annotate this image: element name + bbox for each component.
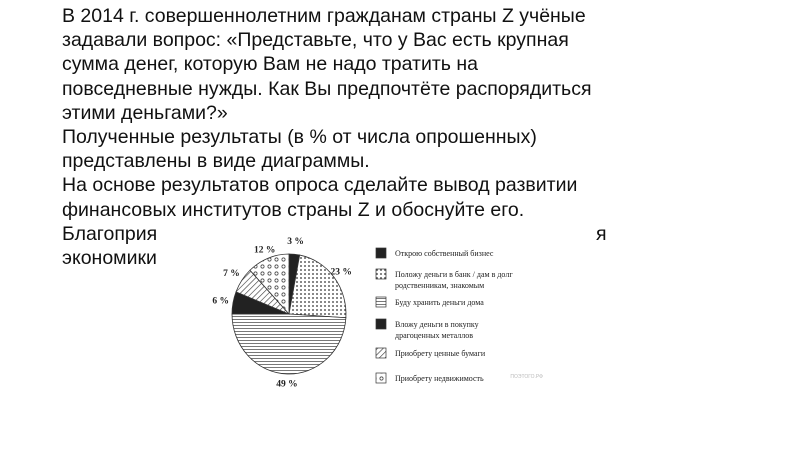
- question-line: сумма денег, которую Вам не надо тратить на: [62, 53, 479, 76]
- legend-label: драгоценных металлов: [395, 331, 474, 340]
- question-line-start: Благоприя: [62, 222, 158, 245]
- question-line: задавали вопрос: «Представьте, что у Вас есть крупная: [62, 29, 569, 52]
- slice-value-label: 12 %: [253, 245, 276, 256]
- pie-slices: [232, 254, 346, 374]
- slice-value-label: 6 %: [212, 296, 230, 307]
- legend-label: родственникам, знакомым: [395, 281, 485, 290]
- pie-chart-panel: [175, 228, 553, 388]
- legend-swatch: [376, 269, 386, 279]
- question-line-end: я: [596, 222, 607, 245]
- slice-value-label: 49 %: [276, 379, 298, 388]
- slice-value-label: 3 %: [287, 237, 304, 248]
- legend-swatch: [376, 373, 386, 383]
- question-line: финансовых институтов страны Z и обоснуйте его.: [62, 198, 525, 221]
- question-line: На основе результатов опроса сделайте вывод развитии: [62, 174, 578, 197]
- question-line: этими деньгами?»: [62, 101, 228, 124]
- pie-chart: [175, 228, 553, 388]
- legend-label: Открою собственный бизнес: [395, 249, 494, 258]
- question-line: В 2014 г. совершеннолетним гражданам страны Z учёные: [62, 5, 586, 27]
- question-line: Полученные результаты (в % от числа опрошенных): [62, 126, 537, 149]
- legend-label: Вложу деньги в покупку: [395, 320, 479, 329]
- slice-value-label: 7 %: [223, 268, 240, 279]
- legend-label: Приобрету недвижимость: [395, 374, 484, 383]
- chart-legend: [376, 248, 513, 383]
- legend-swatch: [376, 248, 386, 258]
- question-line: экономики: [62, 247, 157, 270]
- legend-swatch: [376, 319, 386, 329]
- pie-slice: [232, 314, 346, 374]
- question-line: представлены в виде диаграммы.: [62, 150, 370, 173]
- legend-swatch: [376, 297, 386, 307]
- legend-label: Положу деньги в банк / дам в долг: [395, 270, 513, 279]
- slice-value-label: 23 %: [330, 267, 352, 278]
- legend-label: Приобрету ценные бумаги: [395, 349, 486, 358]
- question-line: повседневные нужды. Как Вы предпочтёте распорядиться: [62, 77, 592, 100]
- legend-label: Буду хранить деньги дома: [395, 298, 484, 307]
- watermark: ПОЭТОГО.РФ: [510, 374, 543, 380]
- legend-swatch: [376, 348, 386, 358]
